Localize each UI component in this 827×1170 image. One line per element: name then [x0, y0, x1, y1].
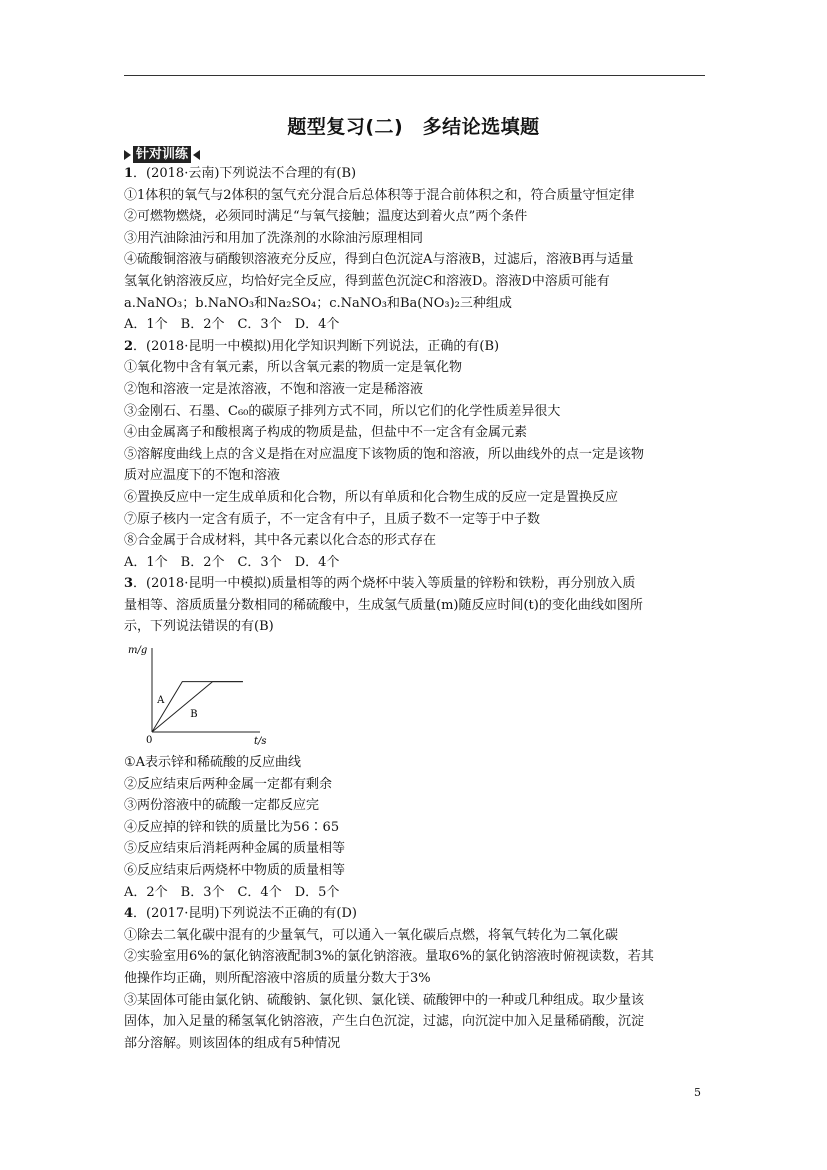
series-A-line: [152, 682, 243, 732]
question-2-line: ②饱和溶液一定是浓溶液，不饱和溶液一定是稀溶液: [124, 381, 424, 397]
question-3-line: ⑤反应结束后消耗两种金属的质量相等: [124, 841, 346, 857]
question-4-line: 部分溶解。则该固体的组成有5种情况: [124, 1035, 341, 1051]
question-1-line: ④硫酸铜溶液与硝酸钡溶液充分反应，得到白色沉淀A与溶液B，过滤后，溶液B再与适量: [124, 252, 634, 268]
question-2-line: ④由金属离子和酸根离子构成的物质是盐，但盐中不一定含有金属元素: [124, 425, 528, 441]
tag-arrow-right-icon: [193, 150, 200, 160]
tag-arrow-left-icon: [124, 150, 131, 160]
question-4-line: ②实验室用6%的氯化钠溶液配制3%的氯化钠溶液。量取6%的氯化钠溶液时俯视读数，若其: [124, 949, 654, 965]
section-tag-label: 针对训练: [133, 146, 191, 163]
question-2-line: ⑤溶解度曲线上点的含义是指在对应温度下该物质的饱和溶液，所以曲线外的点一定是该物: [124, 446, 645, 462]
series-A-label: A: [157, 694, 165, 706]
header-rule: [124, 75, 705, 76]
question-1-line: a.NaNO₃；b.NaNO₃和Na₂SO₄；c.NaNO₃和Ba(NO₃)₂三种组成: [124, 295, 512, 311]
question-4-line: ①除去二氧化碳中混有的少量氧气，可以通入一氧化碳后点燃，将氧气转化为二氧化碳: [124, 927, 619, 943]
question-1-stem: 1．(2018·云南)下列说法不合理的有(B): [124, 166, 357, 181]
question-3-line: ④反应掉的锌和铁的质量比为56∶65: [124, 819, 340, 835]
origin-label: 0: [146, 735, 153, 747]
question-2-line: 质对应温度下的不饱和溶液: [124, 468, 281, 484]
question-4-line: 固体，加入足量的稀氢氧化钠溶液，产生白色沉淀，过滤，向沉淀中加入足量稀硝酸，沉淀: [124, 1014, 645, 1030]
question-3-line: 量相等、溶质质量分数相同的稀硫酸中，生成氢气质量(m)随反应时间(t)的变化曲线如图所: [124, 597, 643, 613]
question-1-line: ②可燃物燃烧，必须同时满足“与氧气接触；温度达到着火点”两个条件: [124, 209, 528, 225]
question-3-stem: 3．(2018·昆明一中模拟)质量相等的两个烧杯中装入等质量的锌粉和铁粉，再分别放入质: [124, 576, 636, 592]
question-3-line: ①A表示锌和稀硫酸的反应曲线: [124, 755, 302, 771]
question-3-line: 示，下列说法错误的有(B): [124, 619, 274, 635]
question-4-stem: 4．(2017·昆明)下列说法不正确的有(D): [124, 906, 357, 922]
series-B-line: [152, 682, 243, 732]
question-1-line: ③用汽油除油污和用加了洗涤剂的水除油污原理相同: [124, 230, 424, 246]
question-3-line: ③两份溶液中的硫酸一定都反应完: [124, 798, 320, 814]
question-4-line: 他操作均正确，则所配溶液中溶质的质量分数大于3%: [124, 971, 431, 986]
question-2-line: ③金刚石、石墨、C₆₀的碳原子排列方式不同，所以它们的化学性质差异很大: [124, 403, 561, 419]
y-axis-label: m/g: [128, 645, 148, 657]
question-2-line: ⑧合金属于合成材料，其中各元素以化合态的形式存在: [124, 533, 437, 549]
question-2-options: A．1个 B．2个 C．3个 D．4个: [124, 554, 340, 570]
x-axis-label: t/s: [254, 736, 267, 748]
question-3-line: ⑥反应结束后两烧杯中物质的质量相等: [124, 863, 346, 879]
question-2-stem: 2．(2018·昆明一中模拟)用化学知识判断下列说法，正确的有(B): [124, 338, 500, 354]
section-tag: [124, 146, 200, 163]
question-2-line: ⑥置换反应中一定生成单质和化合物，所以有单质和化合物生成的反应一定是置换反应: [124, 489, 619, 505]
question-2-line: ⑦原子核内一定含有质子，不一定含有中子，且质子数不一定等于中子数: [124, 511, 541, 527]
page-number: 5: [694, 1086, 701, 1099]
series-B-label: B: [190, 708, 198, 720]
question-1-options: A．1个 B．2个 C．3个 D．4个: [124, 317, 340, 333]
question-1-line: ①1体积的氧气与2体积的氢气充分混合后总体积等于混合前体积之和，符合质量守恒定律: [124, 187, 635, 203]
page-title: 题型复习(二) 多结论选填题: [287, 116, 540, 138]
question-2-line: ①氧化物中含有氧元素，所以含氧元素的物质一定是氧化物: [124, 360, 463, 376]
question-3-line: ②反应结束后两种金属一定都有剩余: [124, 776, 333, 792]
question-1-line: 氢氧化钠溶液反应，均恰好完全反应，得到蓝色沉淀C和溶液D。溶液D中溶质可能有: [124, 273, 610, 289]
hydrogen-mass-chart: [124, 640, 267, 752]
question-3-options: A．2个 B．3个 C．4个 D．5个: [124, 884, 340, 900]
question-4-line: ③某固体可能由氯化钠、硫酸钠、氯化钡、氯化镁、硫酸钾中的一种或几种组成。取少量该: [124, 992, 645, 1008]
question-list: [124, 163, 709, 1054]
